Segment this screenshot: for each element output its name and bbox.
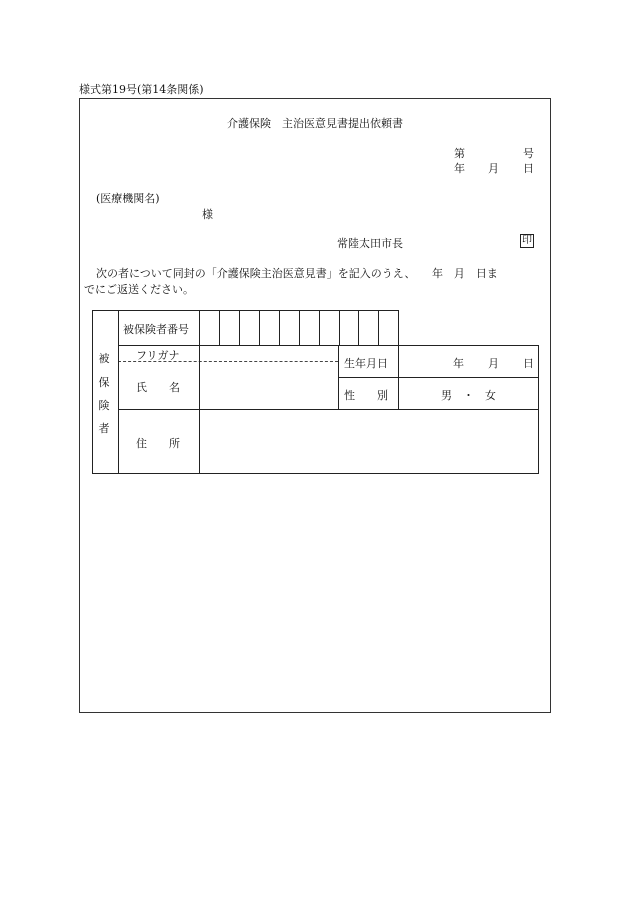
insured-label-char-2: 保 [98, 376, 110, 389]
request-text-line1: 次の者について同封の「介護保険主治医意見書」を記入のうえ、 年 月 日ま [96, 267, 498, 280]
document-title: 介護保険 主治医意見書提出依頼書 [227, 117, 403, 130]
birthdate-year: 年 [453, 357, 464, 370]
insured-label-char-1: 被 [98, 352, 110, 365]
addressee-honorific: 様 [202, 208, 213, 221]
sex-options: 男 ・ 女 [441, 389, 496, 402]
number-go: 号 [523, 147, 534, 160]
number-dai: 第 [454, 147, 465, 160]
birthdate-day: 日 [523, 357, 534, 370]
date-year: 年 [454, 162, 465, 175]
medical-institution-label: (医療機関名) [96, 192, 160, 205]
form-number-label: 様式第19号(第14条関係) [79, 83, 204, 96]
sender-mayor: 常陸太田市長 [337, 237, 403, 250]
name-label: 氏 名 [136, 381, 180, 394]
date-month: 月 [488, 162, 499, 175]
sex-label: 性 別 [344, 389, 388, 402]
insured-label-char-4: 者 [98, 422, 110, 435]
birthdate-label: 生年月日 [344, 357, 388, 370]
insured-number-label: 被保険者番号 [123, 323, 189, 336]
insured-label-char-3: 険 [98, 399, 110, 412]
address-label: 住 所 [136, 437, 180, 450]
birthdate-month: 月 [488, 357, 499, 370]
request-text-line2: でにご返送ください。 [84, 283, 194, 296]
furigana-label: フリガナ [136, 349, 180, 362]
date-day: 日 [523, 162, 534, 175]
seal-stamp: 印 [522, 235, 532, 246]
